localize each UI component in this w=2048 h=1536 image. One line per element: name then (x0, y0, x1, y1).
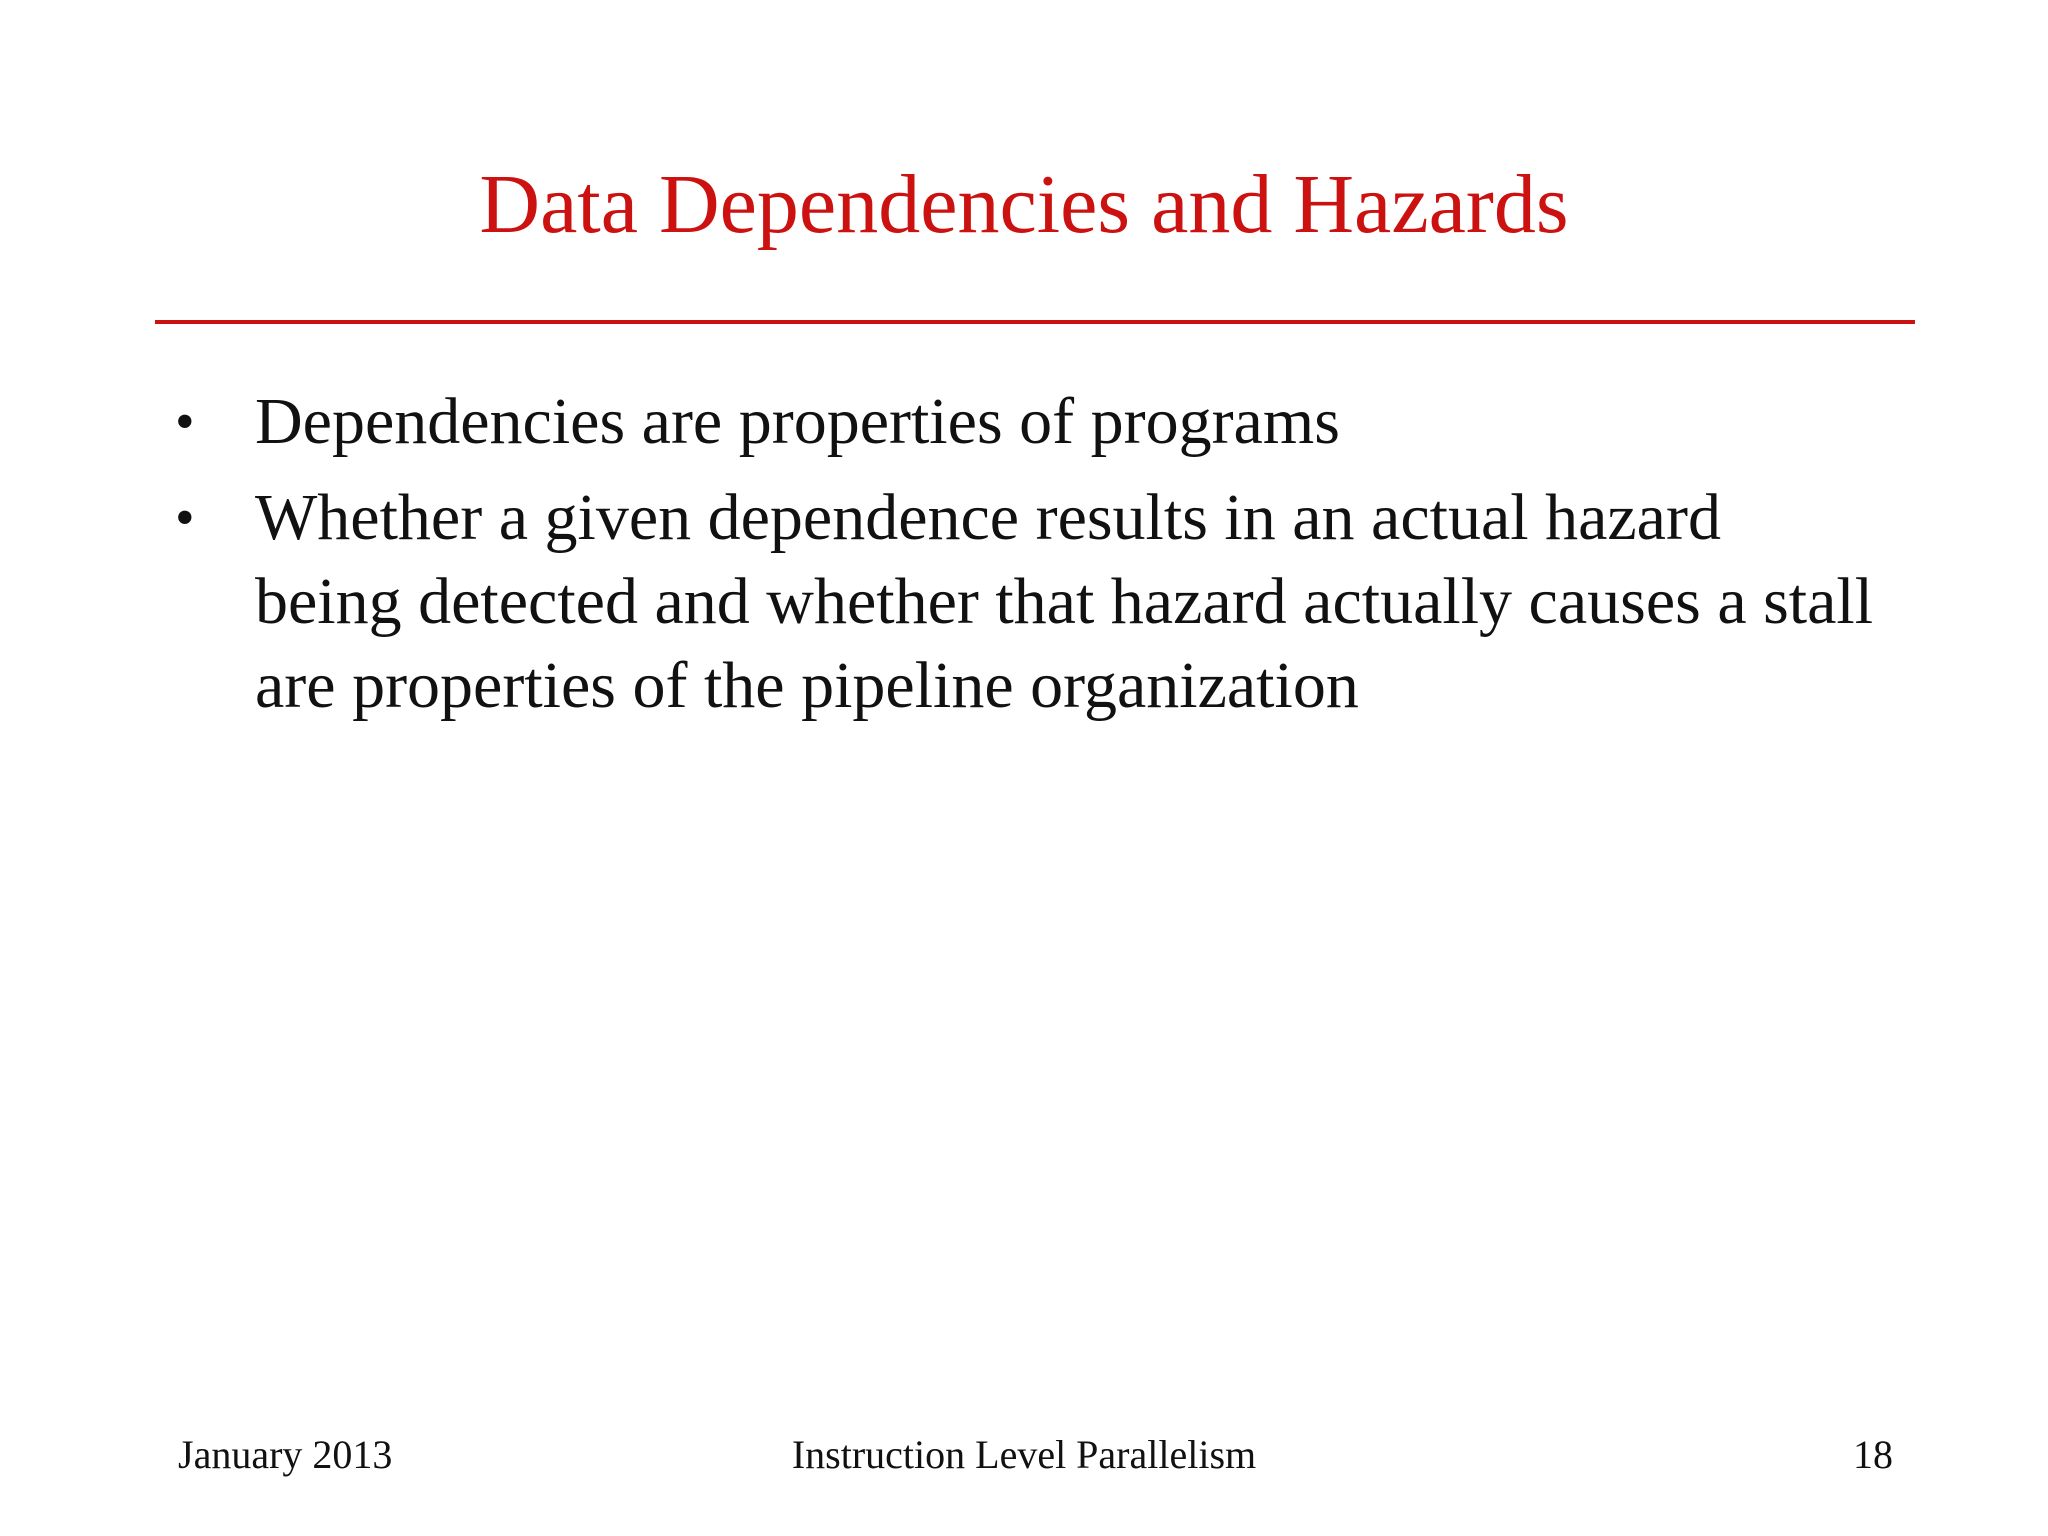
bullet-icon: • (175, 487, 195, 549)
footer-date: January 2013 (178, 1432, 393, 1477)
bullet-text: Whether a given dependence results in an actual hazard being detected and whether that hazard actually causes a stall are properties of the pipeline organization (255, 481, 1874, 722)
list-item (175, 476, 1875, 728)
page-number: 18 (1853, 1432, 1893, 1477)
bullet-list (175, 380, 1875, 740)
list-item (175, 380, 1875, 464)
slide-title: Data Dependencies and Hazards (479, 158, 1569, 251)
footer-title: Instruction Level Parallelism (791, 1432, 1257, 1477)
title-divider (155, 320, 1915, 324)
bullet-icon: • (175, 391, 195, 453)
bullet-text: Dependencies are properties of programs (255, 385, 1340, 458)
